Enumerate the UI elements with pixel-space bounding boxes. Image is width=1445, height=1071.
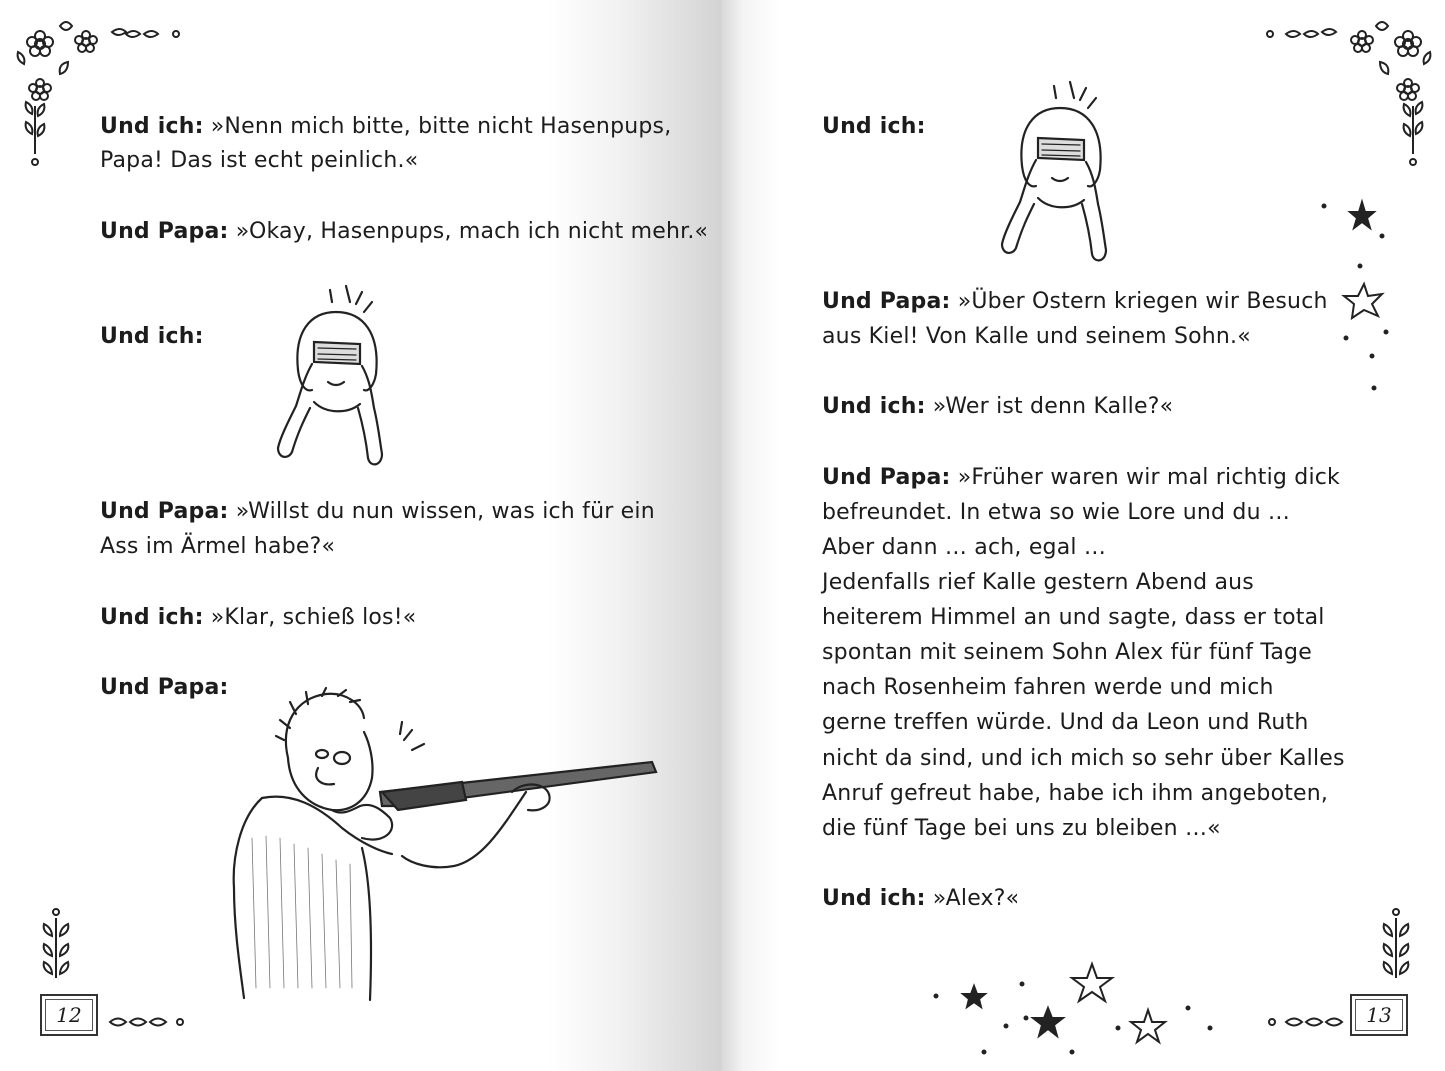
girl-covering-eyes-illustration [270, 282, 400, 472]
text-line: Und ich: »Wer ist denn Kalle?« [822, 394, 1174, 419]
girl-covering-eyes-illustration [994, 78, 1124, 268]
text-line: heiterem Himmel an und sagte, dass er total [822, 605, 1325, 630]
text-line: spontan mit seinem Sohn Alex für fünf Tage [822, 640, 1312, 665]
page-number: 12 [40, 994, 98, 1036]
floral-corner-ornament-icon [1260, 14, 1435, 174]
text-line: Jedenfalls rief Kalle gestern Abend aus [822, 570, 1254, 595]
left-page [0, 0, 722, 1071]
text-line: Und Papa: »Okay, Hasenpups, mach ich nicht mehr.« [100, 219, 709, 244]
text-line: Und Papa: »Willst du nun wissen, was ich für ein [100, 499, 655, 524]
papa-with-shotgun-illustration [222, 688, 662, 1006]
text-line: nach Rosenheim fahren werde und mich [822, 675, 1274, 700]
text-line: Und Papa: »Früher waren wir mal richtig dick [822, 465, 1341, 490]
page-number: 13 [1350, 994, 1408, 1036]
text-line: aus Kiel! Von Kalle und seinem Sohn.« [822, 324, 1251, 349]
text-line: Anruf gefreut habe, habe ich ihm angeboten, [822, 781, 1329, 806]
star-doodle-icon [1316, 196, 1396, 396]
text-line: die fünf Tage bei uns zu bleiben …« [822, 816, 1221, 841]
text-line: Und Papa: [100, 675, 229, 700]
text-line: gerne treffen würde. Und da Leon und Ruth [822, 710, 1309, 735]
star-doodle-icon [922, 956, 1252, 1064]
text-line: Ass im Ärmel habe?« [100, 534, 336, 559]
text-line: Aber dann … ach, egal … [822, 535, 1107, 560]
text-line: Und ich: »Klar, schieß los!« [100, 605, 417, 630]
text-line: Und ich: [100, 324, 204, 349]
text-line: nicht da sind, und ich mich so sehr über Kalles [822, 746, 1345, 771]
text-line: Und Papa: »Über Ostern kriegen wir Besuch [822, 289, 1328, 314]
text-line: Und ich: »Alex?« [822, 886, 1020, 911]
text-line: Und ich: »Nenn mich bitte, bitte nicht Hasenpups, [100, 114, 672, 139]
text-line: Und ich: [822, 114, 926, 139]
text-line: Papa! Das ist echt peinlich.« [100, 148, 419, 173]
right-page [722, 0, 1445, 1071]
text-line: befreundet. In etwa so wie Lore und du … [822, 500, 1291, 525]
